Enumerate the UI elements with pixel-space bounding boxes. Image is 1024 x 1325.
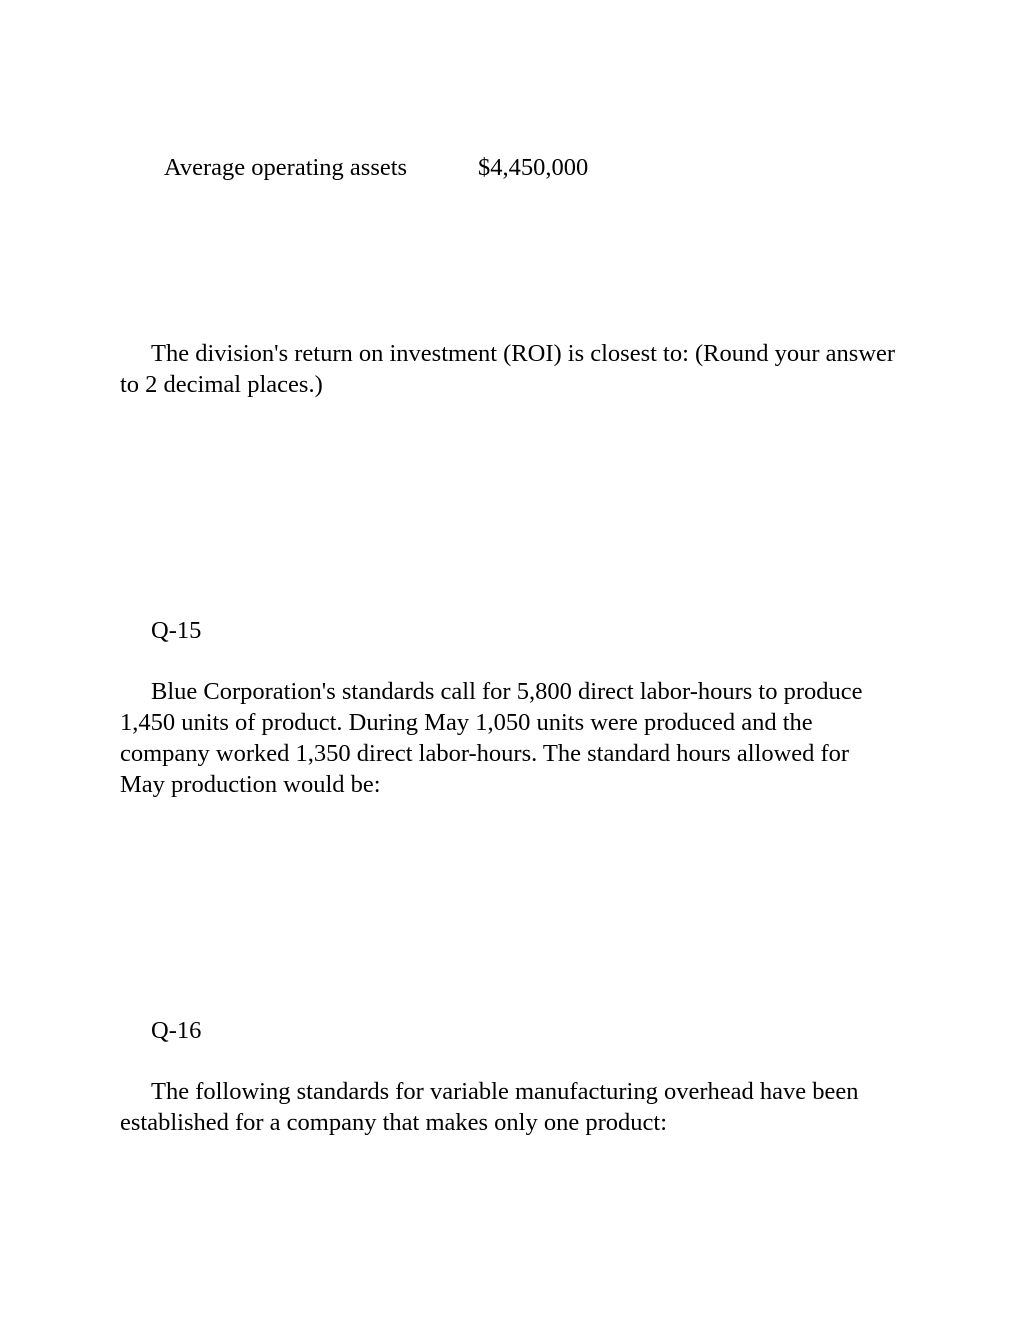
q15-heading: Q-15: [151, 617, 202, 644]
q16-heading: Q-16: [151, 1017, 202, 1044]
q15-question-text: Blue Corporation's standards call for 5,800 direct labor-hours to produce 1,450 units of product. During May 1,050 units were produced and the company worked 1,350 direct labor-hours. The standard hours allowed for May production would be:: [120, 678, 863, 798]
assets-row: [0, 152, 1024, 183]
roi-question-text: The division's return on investment (ROI) is closest to: (Round your answer to 2 decimal places.): [120, 340, 896, 398]
assets-label: Average operating assets: [164, 154, 408, 181]
q16-question-text: The following standards for variable manufacturing overhead have been established for a company that makes only one product:: [120, 1078, 859, 1136]
assets-value: $4,450,000: [478, 154, 589, 181]
